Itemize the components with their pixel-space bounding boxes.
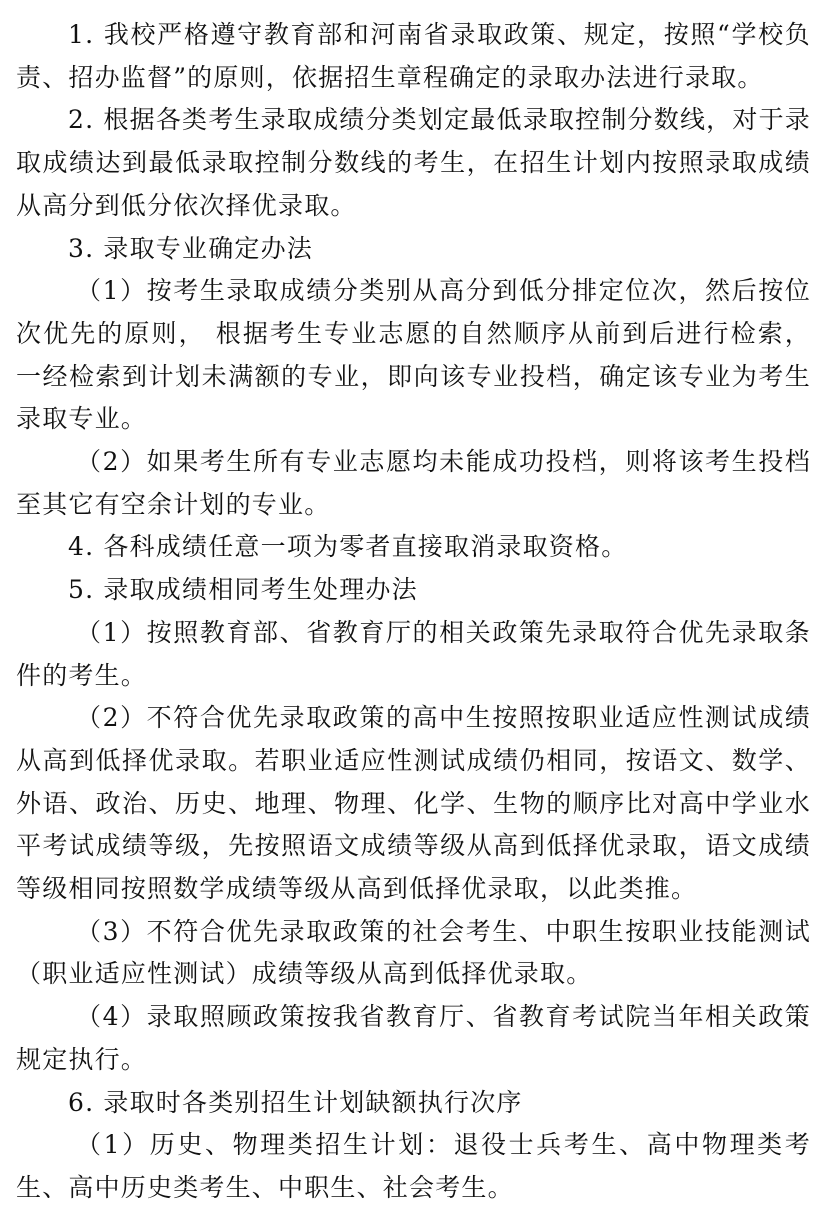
paragraph-major-adjustment: （2）如果考生所有专业志愿均未能成功投档，则将该考生投档至其它有空余计划的专业。 — [16, 447, 811, 519]
paragraph-major-ranking: （1）按考生录取成绩分类别从高分到低分排定位次，然后按位次优先的原则， 根据考生专业志愿的自然顺序从前到后进行检索，一经检索到计划未满额的专业，即向该专业投档，确定该专业为考生录取专业。 — [16, 276, 811, 434]
paragraph-tie-priority-policy: （1）按照教育部、省教育厅的相关政策先录取符合优先录取条件的考生。 — [16, 617, 811, 690]
paragraph-vacancy-history-physics: （1）历史、物理类招生计划：退役士兵考生、高中物理类考生、高中历史类考生、中职生、社会考生。 — [16, 1130, 811, 1202]
heading-major-determination: 3. 录取专业确定办法 — [68, 233, 314, 263]
heading-tie-handling: 5. 录取成绩相同考生处理办法 — [68, 575, 418, 605]
heading-vacancy-order: 6. 录取时各类别招生计划缺额执行次序 — [68, 1087, 523, 1117]
paragraph-minimum-score-line: 2. 根据各类考生录取成绩分类划定最低录取控制分数线，对于录取成绩达到最低录取控制分数线的考生，在招生计划内按照录取成绩从高分到低分依次择优录取。 — [16, 105, 811, 220]
paragraph-tie-high-school: （2）不符合优先录取政策的高中生按照按职业适应性测试成绩从高到低择优录取。若职业适应性测试成绩仍相同，按语文、数学、外语、政治、历史、地理、物理、化学、生物的顺序比对高中学业水平考试成绩等级，先按照语文成绩等级从高到低择优录取，语文成绩等级相同按照数学成绩等级从高到低择优录取，以此类推。 — [16, 703, 811, 904]
paragraph-zero-score-rule: 4. 各科成绩任意一项为零者直接取消录取资格。 — [68, 532, 628, 562]
paragraph-admission-policy: 1. 我校严格遵守教育部和河南省录取政策、规定，按照“学校负责、招办监督”的原则，依据招生章程确定的录取办法进行录取。 — [16, 20, 811, 92]
paragraph-tie-social-vocational: （3）不符合优先录取政策的社会考生、中职生按职业技能测试（职业适应性测试）成绩等级从高到低择优录取。 — [16, 916, 811, 989]
paragraph-tie-care-policy: （4）录取照顾政策按我省教育厅、省教育考试院当年相关政策规定执行。 — [16, 1002, 811, 1074]
